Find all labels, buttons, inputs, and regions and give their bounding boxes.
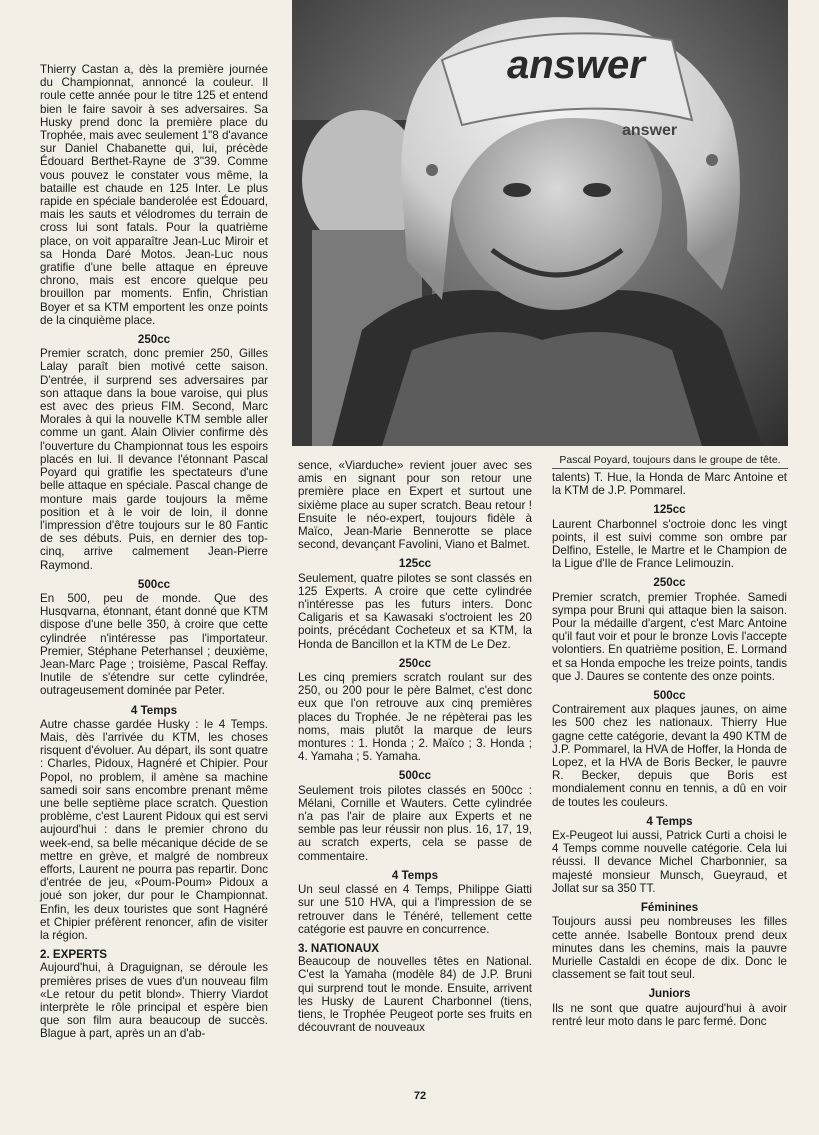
column-2: [298, 459, 532, 1034]
helmet-brand-text: answer: [507, 43, 645, 87]
column-3: [552, 471, 787, 1028]
rider-photo-illustration: [292, 0, 788, 446]
paragraph: Ils ne sont que quatre aujourd'hui à avoir rentré leur moto dans le parc fermé. Donc: [552, 1001, 787, 1028]
section-heading: 250cc: [137, 333, 171, 347]
paragraph: Laurent Charbonnel s'octroie donc les vingt points, il est suivi comme son ombre par Delfino, Estelle, le Martre et le Champion de la Ligue d'Ile de France Lelimouzin.: [552, 517, 787, 571]
paragraph: talents) T. Hue, la Honda de Marc Antoine et la KTM de J.P. Pommarel.: [552, 471, 787, 498]
section-heading: 250cc: [398, 656, 432, 670]
part-heading: 2. EXPERTS: [40, 948, 108, 962]
paragraph: Seulement trois pilotes classés en 500cc : Mélani, Cornille et Wauters. Cette cylindrée n'a pas l'air de plaire aux Experts et ne semble pas leur réussir non plus. 16, 17, 19, au scratch experts, cela se passe de commentaire.: [298, 783, 532, 863]
section-heading: 4 Temps: [646, 814, 693, 828]
paragraph: Seulement, quatre pilotes se sont classés en 125 Experts. A croire que cette cylindrée n'intéresse pas les futurs inters. Donc Caligaris et sa Kawasaki s'octroient les 20 points, précédant Cocheteux et sa KTM, la Honda de Bancillon et la KTM de Le Dez.: [298, 571, 532, 651]
paragraph: Aujourd'hui, à Draguignan, se déroule les premières prises de vues d'un nouveau film «Le retour du petit blond». Thierry Viardot interprète le rôle principal et espère bien que son film aura beaucoup de succès. Blague à part, après un an d'ab-: [40, 961, 268, 1041]
paragraph: Premier scratch, donc premier 250, Gilles Lalay paraît bien motivé cette saison. D'entrée, il surprend ses adversaires par son attaque dans la boue varoise, qui plus est avec des prieus FIM. Second, Marc Morales à qui la nouvelle KTM semble aller comme un gant. Alain Olivier confirme dès l'ouverture du Championnat tous les espoirs placés en lui. Il devance l'étonnant Pascal Poyard qui gratifie les spectateurs d'une belle attaque en spéciale. Pascal change de monture mais garde toujours la même position et à le voir de loin, il donne l'impression d'être toujours sur le 80 Fantic de ses débuts. Puis, en dernier des top-cinq, arrive calmement Jean-Pierre Raymond.: [40, 347, 268, 572]
section-heading: 125cc: [398, 557, 432, 571]
paragraph: Les cinq premiers scratch roulant sur des 250, ou 200 pour le père Balmet, c'est donc eux que l'on retrouve aux cinq premières places du Trophée. Je ne répèterai pas les noms, mais plutôt la marque de leurs montures : 1. Honda ; 2. Maïco ; 3. Honda ; 4. Yamaha ; 5. Yamaha.: [298, 671, 532, 764]
photo-caption: Pascal Poyard, toujours dans le groupe de tête.: [552, 454, 788, 469]
paragraph: En 500, peu de monde. Que des Husqvarna, étonnant, étant donné que KTM dispose d'une belle 350, à croire que cette cylindrée n'intéresse pas l'importateur. Premier, Stéphane Peterhansel ; deuxième, Jean-Marc Page ; troisième, Pascal Reffay. Inutile de s'étendre sur cette cylindrée, outrageusement dominée par Peter.: [40, 591, 268, 698]
paragraph: sence, «Viarduche» revient jouer avec ses amis en signant pour son retour une première place en Expert et surtout une sixième place au super scratch. Beau retour ! Ensuite le néo-expert, toujours fidèle à Maïco, Jean-Marie Bennerotte se place second, devançant Favolini, Viano et Balmet.: [298, 459, 532, 552]
rider-photo: [292, 0, 788, 446]
paragraph: Thierry Castan a, dès la première journée du Championnat, annoncé la couleur. Il roule cette année pour le titre 125 et entend bien le faire savoir à ses adversaires. Sa Husky prend donc la première place du Trophée, mais avec seulement 1"8 d'avance sur Daniel Chabanette qui, lui, précède Édouard Berthet-Rayne de 3"39. Comme vous pouvez le constater vous même, la bataille est chaude en 125 Inter. Le plus rapide en spéciale banderolée est Édouard, mais les sauts et vélodromes du terrain de cross lui sont fatals. Pour la quatrième place, on voit apparaître Jean-Luc Miroir et sa Honda Daré Motos. Jean-Luc nous gratifie d'une belle attaque en épreuve chrono, mais est encore quelque peu brouillon par moments. Enfin, Christian Boyer et sa KTM emportent les onze points de la cinquième place.: [40, 63, 268, 327]
section-heading: 4 Temps: [391, 868, 439, 882]
page-number: 72: [413, 1090, 427, 1102]
section-heading: 4 Temps: [130, 703, 178, 717]
section-heading: 500cc: [653, 689, 686, 703]
section-heading: 250cc: [653, 576, 686, 590]
column-1: [40, 63, 268, 1041]
section-heading: 500cc: [398, 769, 432, 783]
part-heading: 3. NATIONAUX: [298, 941, 379, 955]
section-heading: 500cc: [137, 577, 171, 591]
visor-brand-text: answer: [622, 122, 678, 139]
section-heading: 125cc: [653, 503, 686, 517]
paragraph: Ex-Peugeot lui aussi, Patrick Curti a choisi le 4 Temps comme nouvelle catégorie. Cela lui réussi. Il devance Michel Charbonnier, sa majesté monsieur Munsch, Gueyraud, et Jollat sur sa 350 TT.: [552, 829, 787, 895]
section-heading: Juniors: [648, 987, 691, 1001]
paragraph: Contrairement aux plaques jaunes, on aime les 500 chez les nationaux. Thierry Hue gagne cette catégorie, devant la 490 KTM de J.P. Pommarel, la HVA de Hoffer, la Honda de Lopez, et la HVA de Boris Becker, le pauvre R. Becker, depuis que Boris est mondialement connu en tennis, a dû en voir de toutes les couleurs.: [552, 703, 787, 809]
paragraph: Premier scratch, premier Trophée. Samedi sympa pour Bruni qui attaque bien la saison. Pour la médaille d'argent, c'est Marc Antoine qu'il faut voir et pour le bronze Lovis l'accepte volontiers. En quatrième position, E. Lormand et sa Honda empoche les treize points, tandis que J. Daures se contente des onze points.: [552, 590, 787, 683]
section-heading: Féminines: [640, 901, 699, 915]
paragraph: Un seul classé en 4 Temps, Philippe Giatti sur une 510 HVA, qui a l'impression de se retrouver dans le Ténéré, tellement cette catégorie est pauvre en concurrence.: [298, 883, 532, 936]
paragraph: Autre chasse gardée Husky : le 4 Temps. Mais, dès l'arrivée du KTM, les choses risquent d'évoluer. Au départ, ils sont quatre : Charles, Pidoux, Hagnéré et Chipier. Pour Popol, no problem, il amène sa machine samedi soir sans encombre prenant même une belle septième place scratch. Question problème, c'est Laurent Pidoux qui est servi aujourd'hui : dans le premier chrono du week-end, sa belle mécanique décide de se mettre en grève, et malgré de nombreux efforts, Laurent ne pourra pas repartir. Donc d'entrée de jeu, «Poum-Poum» Pidoux a joué son joker, dur pour le Championnat. Enfin, les deux touristes que sont Hagnéré et Chipier préfèrent renoncer, afin de visiter la région.: [40, 717, 268, 942]
paragraph: Beaucoup de nouvelles têtes en National. C'est la Yamaha (modèle 84) de J.P. Bruni qui surprend tout le monde. Ensuite, arrivent les Husky de Laurent Charbonnel (tiens, tiens, le Trophée Peugeot porte ses fruits en découvrant de nouveaux: [298, 955, 532, 1035]
paragraph: Toujours aussi peu nombreuses les filles cette année. Isabelle Bontoux prend deux minutes dans les chemins, mais la pauvre Murielle Castaldi en écope de dix. Donc le classement se fait tout seul.: [552, 915, 787, 982]
